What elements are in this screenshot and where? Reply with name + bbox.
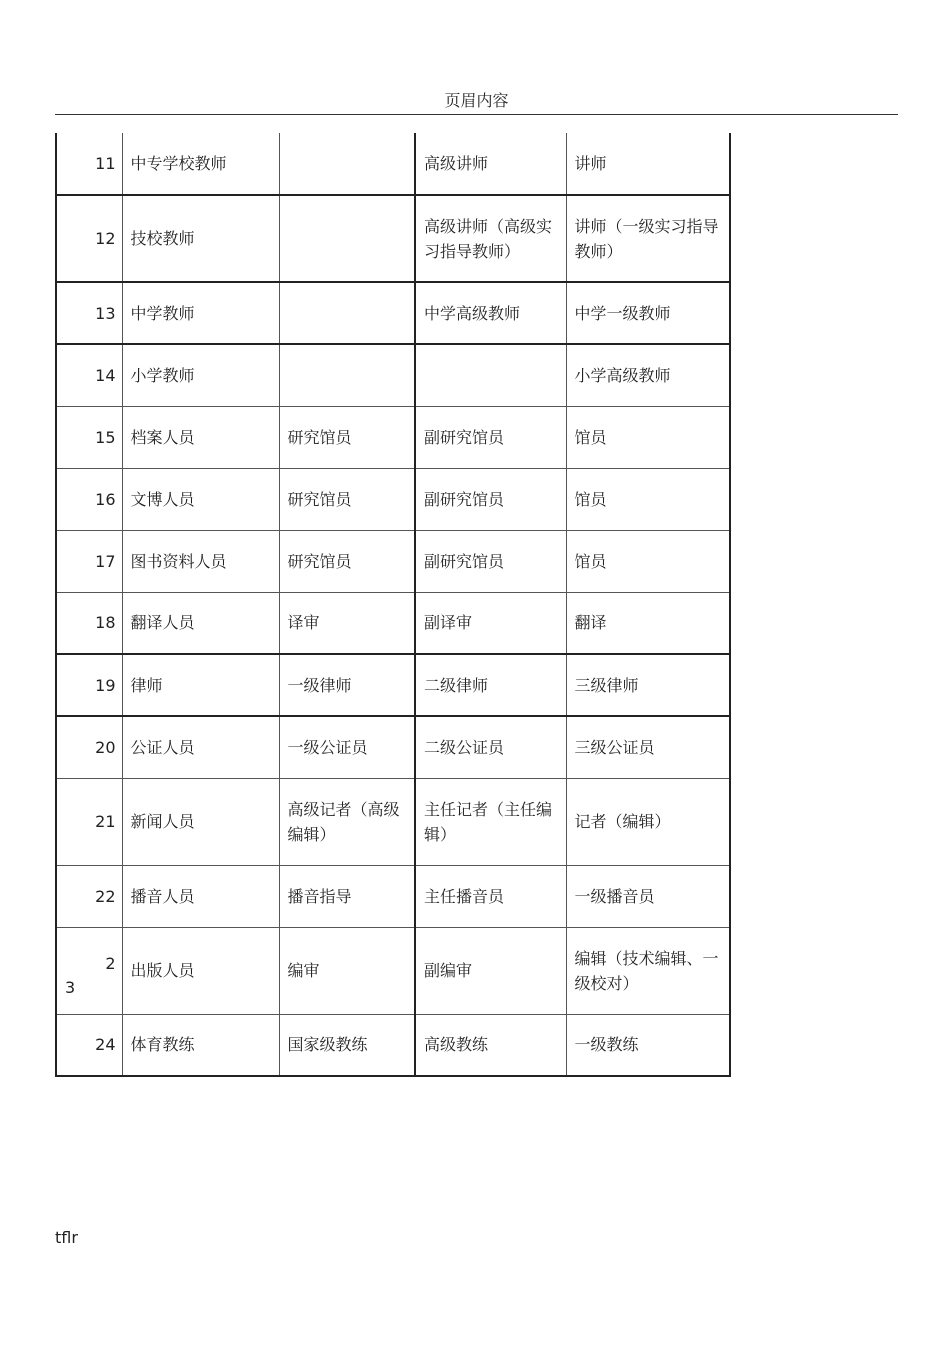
row-vice: 中学高级教师 (415, 282, 566, 344)
row-mid: 中学一级教师 (566, 282, 730, 344)
title-table (55, 133, 731, 1077)
table-row (56, 133, 730, 195)
row-vice (415, 344, 566, 406)
row-title: 律师 (122, 654, 279, 716)
row-senior: 高级记者（高级编辑） (279, 778, 415, 865)
row-title: 体育教练 (122, 1014, 279, 1076)
row-number: 15 (56, 406, 122, 468)
row-senior (279, 282, 415, 344)
row-senior: 研究馆员 (279, 530, 415, 592)
table-row (56, 468, 730, 530)
row-mid: 三级公证员 (566, 716, 730, 778)
row-vice: 高级教练 (415, 1014, 566, 1076)
row-senior (279, 133, 415, 195)
row-senior: 国家级教练 (279, 1014, 415, 1076)
row-senior: 一级律师 (279, 654, 415, 716)
row-senior: 播音指导 (279, 865, 415, 927)
row-title: 小学教师 (122, 344, 279, 406)
row-number: 20 (56, 716, 122, 778)
table-row (56, 865, 730, 927)
row-senior: 编审 (279, 927, 415, 1014)
row-mid: 小学高级教师 (566, 344, 730, 406)
row-vice: 副研究馆员 (415, 468, 566, 530)
row-vice: 副编审 (415, 927, 566, 1014)
row-vice: 主任播音员 (415, 865, 566, 927)
row-vice: 高级讲师（高级实习指导教师） (415, 195, 566, 282)
table-row (56, 778, 730, 865)
row-number: 14 (56, 344, 122, 406)
row-title: 图书资料人员 (122, 530, 279, 592)
row-number: 13 (56, 282, 122, 344)
row-title: 翻译人员 (122, 592, 279, 654)
row-vice: 主任记者（主任编辑） (415, 778, 566, 865)
row-number: 24 (56, 1014, 122, 1076)
table-row (56, 344, 730, 406)
row-senior (279, 195, 415, 282)
row-mid: 馆员 (566, 406, 730, 468)
row-number: 12 (56, 195, 122, 282)
row-title: 技校教师 (122, 195, 279, 282)
table-row (56, 530, 730, 592)
row-mid: 翻译 (566, 592, 730, 654)
row-mid: 编辑（技术编辑、一级校对） (566, 927, 730, 1014)
row-mid: 三级律师 (566, 654, 730, 716)
row-number: 22 (56, 865, 122, 927)
table-row (56, 592, 730, 654)
table-row (56, 927, 730, 1014)
table-row (56, 1014, 730, 1076)
row-title: 公证人员 (122, 716, 279, 778)
footer-text: tflr (55, 1228, 78, 1247)
row-mid: 馆员 (566, 468, 730, 530)
row-mid: 记者（编辑） (566, 778, 730, 865)
row-number: 18 (56, 592, 122, 654)
table-row (56, 406, 730, 468)
row-vice: 副研究馆员 (415, 406, 566, 468)
row-title: 新闻人员 (122, 778, 279, 865)
row-title: 出版人员 (122, 927, 279, 1014)
row-senior (279, 344, 415, 406)
row-mid: 讲师（一级实习指导教师） (566, 195, 730, 282)
row-title: 档案人员 (122, 406, 279, 468)
row-number-part: 3 (65, 977, 76, 997)
table-row (56, 282, 730, 344)
row-number: 17 (56, 530, 122, 592)
row-number-split (65, 941, 116, 1001)
row-number: 19 (56, 654, 122, 716)
table-row (56, 195, 730, 282)
row-title: 中学教师 (122, 282, 279, 344)
row-senior: 一级公证员 (279, 716, 415, 778)
row-title: 播音人员 (122, 865, 279, 927)
row-title: 中专学校教师 (122, 133, 279, 195)
row-vice: 二级公证员 (415, 716, 566, 778)
row-number-part: 2 (105, 953, 116, 973)
row-senior: 研究馆员 (279, 468, 415, 530)
row-mid: 馆员 (566, 530, 730, 592)
row-number (56, 927, 122, 1014)
row-vice: 副研究馆员 (415, 530, 566, 592)
row-vice: 高级讲师 (415, 133, 566, 195)
row-number: 21 (56, 778, 122, 865)
table-row (56, 654, 730, 716)
row-number: 16 (56, 468, 122, 530)
row-senior: 研究馆员 (279, 406, 415, 468)
row-title: 文博人员 (122, 468, 279, 530)
row-mid: 一级教练 (566, 1014, 730, 1076)
row-senior: 译审 (279, 592, 415, 654)
page-header: 页眉内容 (55, 88, 898, 115)
row-mid: 一级播音员 (566, 865, 730, 927)
row-number: 11 (56, 133, 122, 195)
table-row (56, 716, 730, 778)
row-vice: 二级律师 (415, 654, 566, 716)
row-mid: 讲师 (566, 133, 730, 195)
row-vice: 副译审 (415, 592, 566, 654)
